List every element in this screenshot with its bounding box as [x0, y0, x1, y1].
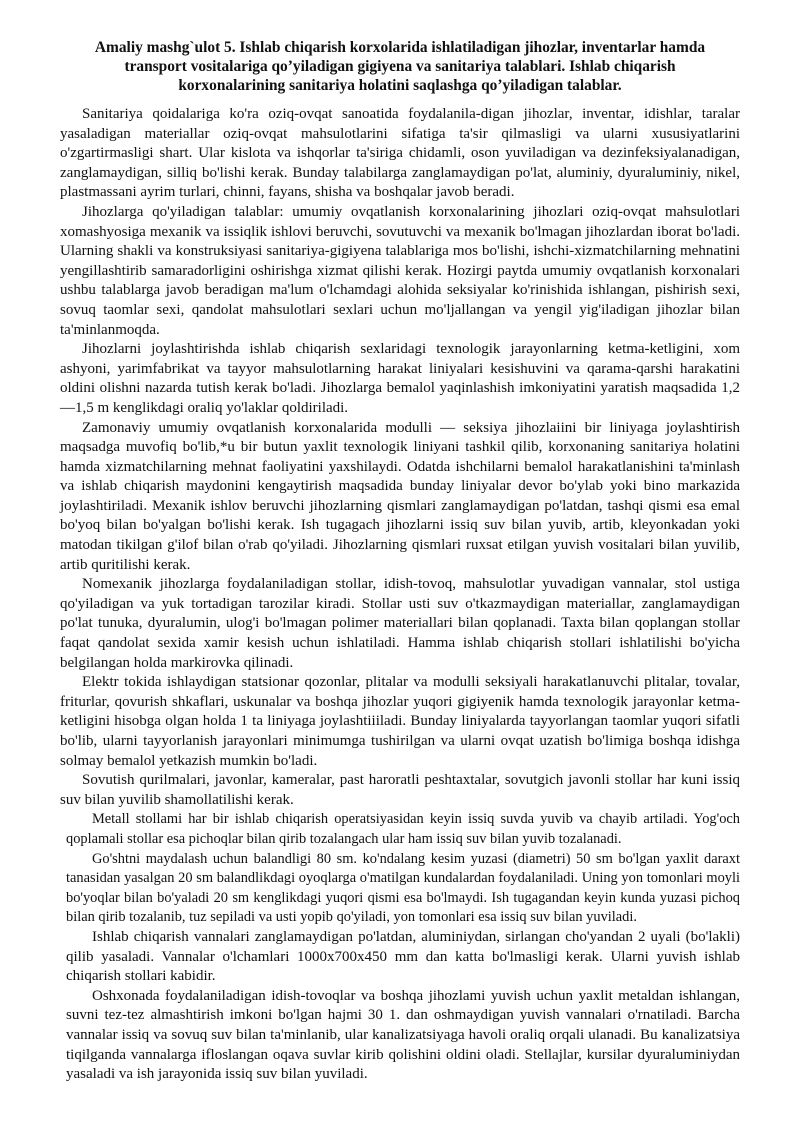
paragraph-8: Metall stollami har bir ishlab chiqarish operatsiyasidan keyin issiq suvda yuvib va chayib artiladi. Yog'och qoplamali stollar esa pichoqlar bilan qirib tozalangach ular ham issiq suv bilan yuvib tozalanadi. — [66, 811, 740, 847]
paragraph-3: Jihozlarni joylashtirishda ishlab chiqarish sexlaridagi texnologik jarayonlarning ketma-ketligini, xom ashyoni, yarimfabrikat va tayyor mahsulotlarning harakat liniyalari kesishuvini va qarama-qarshi harakatini oldini olishni nazarda tutish kerak bo'ladi. Jihozlarga bemalol yaqinlashish imkoniyatini yaratish maqsadida 1,2—1,5 m kenglikdagi oraliq yo'laklar qoldiriladi. — [60, 341, 740, 416]
paragraph-11: Oshxonada foydalaniladigan idish-tovoqlar va boshqa jihozlami yuvish uchun yaxlit metaldan ishlangan, suvni tez-tez almashtirish imkoni bo'lgan hajmi 30 1. dan oshmaydigan yuvish vannalari o'rnatiladi. Barcha vannalar issiq va sovuq suv bilan ta'minlanib, ular kanalizatsiyaga havoli oraliq orqali ulanadi. Bu kanalizatsiya tiqilganda vannalarga ifloslangan oqava suvlar kirib qolishini oldini oladi. Stellajlar, kursilar dyuraluminiydan yasaladi va ish jarayonida issiq suv bilan yuviladi. — [66, 987, 740, 1083]
paragraph-4: Zamonaviy umumiy ovqatlanish korxonalarida modulli — seksiya jihozlaiini bir liniyaga joylashtirish maqsadga muvofiq bo'lib,*u bir butun yaxlit texnologik liniyani tashkil qilib, korxonaning sanitariya holatini hamda xizmatchilarning mehnat faoliyatini yaxshilaydi. Odatda ishchilarni bemalol harakatlanishini ta'minlash va ishlab chiqarish maydonini kengaytirish maqsadida bunday liniyalar devor bo'ylab yoki bino markazida joylashtiriladi. Mexanik ishlov beruvchi jihozlarning qismlari zanglamaydigan po'latdan, tashqi qismi esa emal bo'yoq bilan bo'yalgan bo'lishi kerak. Ish tugagach jihozlarni issiq suv bilan yuvib, artib, kleyonkadan yoki matodan tikilgan g'ilof bilan o'rab qo'yiladi. Jihozlarning qismlari ruxsat etilgan yuvish vositalari bilan yuvilib, artib quritilishi kerak. — [60, 419, 740, 573]
paragraph-6: Elektr tokida ishlaydigan statsionar qozonlar, plitalar va modulli seksiyali harakatlanuvchi plitalar, tovalar, friturlar, qovurish shkaflari, uskunalar va boshqa jihozlar yuqori gigiyenik hamda texnologik jarayonlar ketma-ketligini hisobga olgan holda 1 ta liniyaga joylashtiiiladi. Bunday liniyalarda tayyorlangan taomlar yuqori sifatli bo'lib, ularni tayyorlanish jarayonlari minimumga tushirilgan va ularni ovqat uzatish bo'limiga boshqa idishga solmay bemalol yetkazish mumkin bo'ladi. — [60, 674, 740, 769]
paragraph-9: Go'shtni maydalash uchun balandligi 80 sm. ko'ndalang kesim yuzasi (diametri) 50 sm bo'lgan yaxlit daraxt tanasidan yasalgan 20 sm balandlikdagi oyoqlarga o'matilgan kundalardan foydalaniladi. Uning yon tomonlari moyli bo'yoqlar bilan bo'yaladi 20 sm kenglikdagi yuqori qismi esa bo'lmaydi. Ish tugagandan keyin kunda yuzasi pichoq bilan qirib tozalanib, tuz sepiladi va usti yopib qo'yiladi, yon tomonlari esa issiq suv bilan yuviladi. — [66, 850, 740, 926]
paragraph-7: Sovutish qurilmalari, javonlar, kameralar, past haroratli peshtaxtalar, sovutgich javonli stollar har kuni issiq suv bilan yuvilib shamollatilishi kerak. — [60, 772, 740, 808]
paragraph-2: Jihozlarga qo'yiladigan talablar: umumiy ovqatlanish korxonalarining jihozlari oziq-ovqat mahsulotlari xomashyosiga mexanik va issiqlik ishlovi beruvchi, sovutuvchi va mexanik bo'lmagan jihozlardan iborat bo'ladi. Ularning shakli va konstruksiyasi sanitariya-gigiyena talablariga mos bo'lishi, ishchi-xizmatchilarning mehnatini yengillashtirib samaradorligini oshirishga xizmat qilishi kerak. Hozirgi paytda umumiy ovqatlanish korxonalari ushbu talablarga javob beradigan ma'lum o'lchamdagi alohida seksiyalar ko'rinishida ishlangan, pishirish sexi, sovuq taomlar sexi, qandolat mahsulotlari sexlari uchun mo'ljallangan va yengil yig'iladigan jihozlar bilan ta'minlanmoqda. — [60, 203, 740, 338]
document-title: Amaliy mashg`ulot 5. Ishlab chiqarish korxolarida ishlatiladigan jihozlar, inventarlar hamda transport vositalariga qo’yiladigan gigiyena va sanitariya talablari. Ishlab chiqarish korxonalarining sanitariya holatini saqlashga qo’yiladigan talablar. — [94, 39, 706, 94]
paragraph-10: Ishlab chiqarish vannalari zanglamaydigan po'latdan, aluminiydan, sirlangan cho'yandan 2 uyali (bo'lakli) qilib yasaladi. Vannalar o'lchamlari 1000x700x450 mm dan katta bo'lmasligi kerak. Ularni yuvish ishlab chiqarish stollari kabidir. — [66, 928, 740, 985]
paragraph-5: Nomexanik jihozlarga foydalaniladigan stollar, idish-tovoq, mahsulotlar yuvadigan vannalar, stol ustiga qo'yiladigan va yuk tortadigan tarozilar kiradi. Stollar usti suv o'tkazmaydigan materiallar, zanglamaydigan po'lat tunuka, dyuralumin, ulog'i bo'lmagan polimer materiallari bilan qoplanadi. Taxta bilan qoplangan stollar faqat qandolat sexida xamir kesish uchun ishlatiladi. Hamma ishlab chiqarish stollari ishlatilishi bo'yicha belgilangan holda markirovka qilinadi. — [60, 576, 740, 671]
paragraph-1: Sanitariya qoidalariga ko'ra oziq-ovqat sanoatida foydalanila-digan jihozlar, inventar, idishlar, taralar yasaladigan materiallar oziq-ovqat mahsulotlarini sifatiga ta'sir qilmasligi va ularni xususiyatlarini o'zgartirmasligi shart. Ular kislota va ishqorlar ta'siriga chidamli, oson yuviladigan va dezinfeksiyalanadigan, zanglamaydigan, silliq bo'lishi kerak. Bunday talabilarga zanglamaydigan po'lat, aluminiy, dyuraluminiy, nikel, plastmassani ayrim turlari, chinni, fayans, shisha va boshqalar javob beradi. — [60, 106, 740, 201]
